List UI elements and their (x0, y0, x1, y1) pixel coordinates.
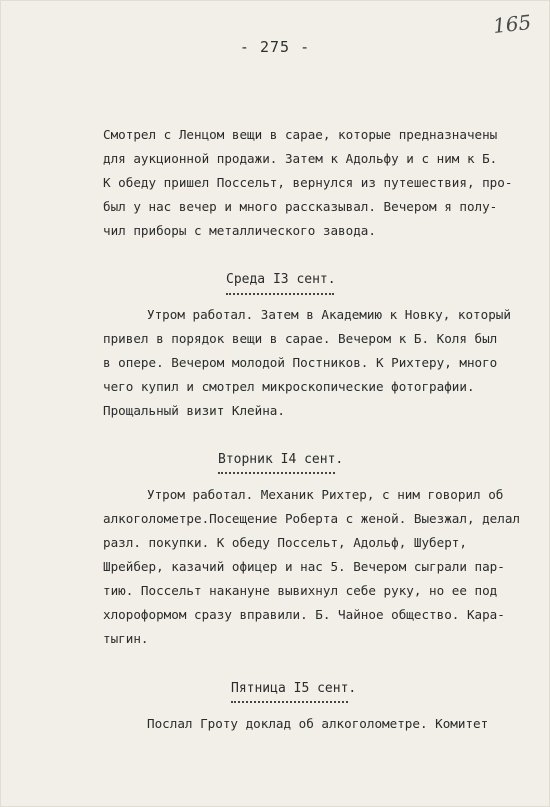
text-line: чил приборы с металлического завода. (103, 223, 376, 238)
text-line: Смотрел с Ленцом вещи в сарае, которые предназначены (103, 127, 498, 142)
text-line: привел в порядок вещи в сарае. Вечером к Б. Коля был (103, 331, 498, 346)
text-line: тию. Поссельт накануне вывихнул себе руку, но ее под (103, 583, 498, 598)
text-line: тыгин. (103, 631, 149, 646)
heading-underline (226, 293, 334, 295)
handwritten-folio-number: 165 (491, 10, 533, 38)
text-line: разл. покупки. К обеду Поссельт, Адольф, Шуберт, (103, 535, 467, 550)
page-number: - 275 - (239, 38, 311, 56)
heading-underline (218, 472, 335, 474)
text-line: хлороформом сразу вправили. Б. Чайное общество. Кара- (103, 607, 505, 622)
text-line: Прощальный визит Клейна. (103, 403, 285, 418)
text-line: Утром работал. Затем в Академию к Новку, который (147, 307, 511, 322)
entry-heading: Вторник I4 сент. (218, 452, 344, 467)
text-line: для аукционной продажи. Затем к Адольфу и с ним к Б. (103, 151, 498, 166)
heading-underline (231, 701, 348, 703)
entry-heading: Пятница I5 сент. (231, 681, 357, 696)
text-line: чего купил и смотрел микроскопические фотографии. (103, 379, 475, 394)
text-line: Послал Гроту доклад об алкоголометре. Комитет (147, 716, 489, 731)
entry-heading: Среда I3 сент. (226, 272, 336, 287)
text-line: К обеду пришел Поссельт, вернулся из путешествия, про- (103, 175, 513, 190)
text-line: в опере. Вечером молодой Постников. К Рихтеру, много (103, 355, 498, 370)
text-line: Утром работал. Механик Рихтер, с ним говорил об (147, 487, 504, 502)
text-line: Шрейбер, казачий офицер и нас 5. Вечером сыграли пар- (103, 559, 505, 574)
text-line: алкоголометре.Посещение Роберта с женой. Выезжал, делал (103, 511, 521, 526)
text-line: был у нас вечер и много рассказывал. Вечером я полу- (103, 199, 498, 214)
